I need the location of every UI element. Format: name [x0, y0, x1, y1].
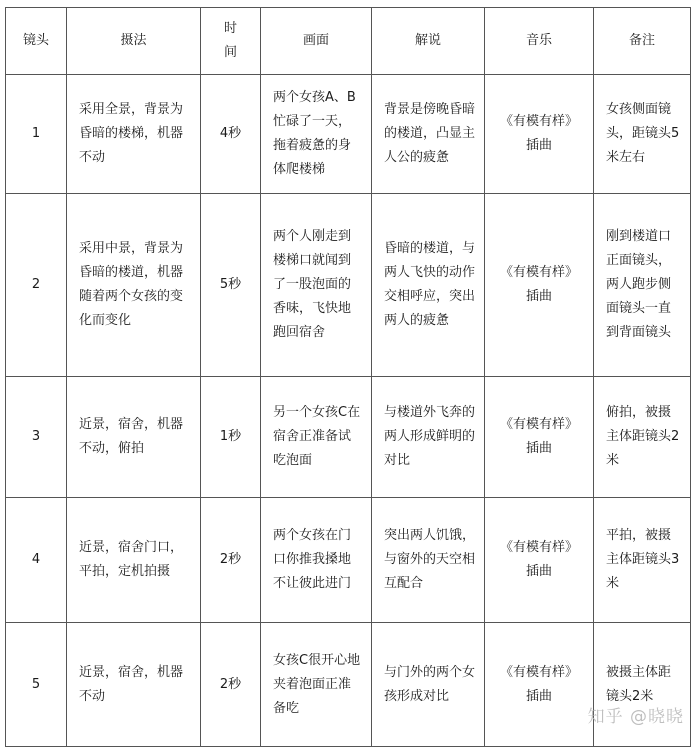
table-row [6, 377, 691, 498]
time-cell: 2秒 [201, 498, 261, 623]
shot-number: 4 [6, 498, 67, 623]
narration-cell: 突出两人饥饿，与窗外的天空相互配合 [372, 498, 485, 623]
table-row [6, 623, 691, 747]
header-method: 摄法 [67, 8, 201, 75]
music-cell: 《有模有样》插曲 [485, 377, 594, 498]
notes-cell: 刚到楼道口正面镜头，两人跑步侧面镜头一直到背面镜头 [594, 194, 691, 377]
scene-cell: 两个女孩A、B忙碌了一天，拖着疲惫的身体爬楼梯 [261, 75, 372, 194]
shot-number: 3 [6, 377, 67, 498]
header-notes: 备注 [594, 8, 691, 75]
method-cell: 近景，宿舍门口，平拍，定机拍摄 [67, 498, 201, 623]
scene-cell: 另一个女孩C在宿舍正准备试吃泡面 [261, 377, 372, 498]
music-cell: 《有模有样》插曲 [485, 623, 594, 747]
scene-cell: 两个女孩在门口你推我搡地不让彼此进门 [261, 498, 372, 623]
notes-cell: 平拍，被摄主体距镜头3米 [594, 498, 691, 623]
narration-cell: 背景是傍晚昏暗的楼道，凸显主人公的疲惫 [372, 75, 485, 194]
header-row [6, 8, 691, 75]
shot-number: 1 [6, 75, 67, 194]
scene-cell: 女孩C很开心地夹着泡面正准备吃 [261, 623, 372, 747]
watermark: 知乎 @晓晓 [587, 707, 684, 727]
header-scene: 画面 [261, 8, 372, 75]
shot-number: 5 [6, 623, 67, 747]
header-shot: 镜头 [6, 8, 67, 75]
method-cell: 近景，宿舍，机器不动，俯拍 [67, 377, 201, 498]
shot-number: 2 [6, 194, 67, 377]
notes-cell: 女孩侧面镜头，距镜头5米左右 [594, 75, 691, 194]
music-cell: 《有模有样》插曲 [485, 194, 594, 377]
narration-cell: 昏暗的楼道，与两人飞快的动作交相呼应，突出两人的疲惫 [372, 194, 485, 377]
time-cell: 1秒 [201, 377, 261, 498]
storyboard-table [5, 7, 691, 747]
header-time: 时间 [201, 8, 261, 75]
table-row [6, 194, 691, 377]
method-cell: 采用全景，背景为昏暗的楼梯，机器不动 [67, 75, 201, 194]
header-music: 音乐 [485, 8, 594, 75]
music-cell: 《有模有样》插曲 [485, 498, 594, 623]
narration-cell: 与门外的两个女孩形成对比 [372, 623, 485, 747]
time-cell: 2秒 [201, 623, 261, 747]
method-cell: 采用中景，背景为昏暗的楼道，机器随着两个女孩的变化而变化 [67, 194, 201, 377]
time-cell: 5秒 [201, 194, 261, 377]
table-row [6, 75, 691, 194]
notes-cell: 俯拍，被摄主体距镜头2米 [594, 377, 691, 498]
narration-cell: 与楼道外飞奔的两人形成鲜明的对比 [372, 377, 485, 498]
header-narration: 解说 [372, 8, 485, 75]
method-cell: 近景，宿舍，机器不动 [67, 623, 201, 747]
time-cell: 4秒 [201, 75, 261, 194]
scene-cell: 两个人刚走到楼梯口就闻到了一股泡面的香味，飞快地跑回宿舍 [261, 194, 372, 377]
notes-cell: 被摄主体距镜头2米 [594, 623, 691, 747]
music-cell: 《有模有样》插曲 [485, 75, 594, 194]
table-row [6, 498, 691, 623]
